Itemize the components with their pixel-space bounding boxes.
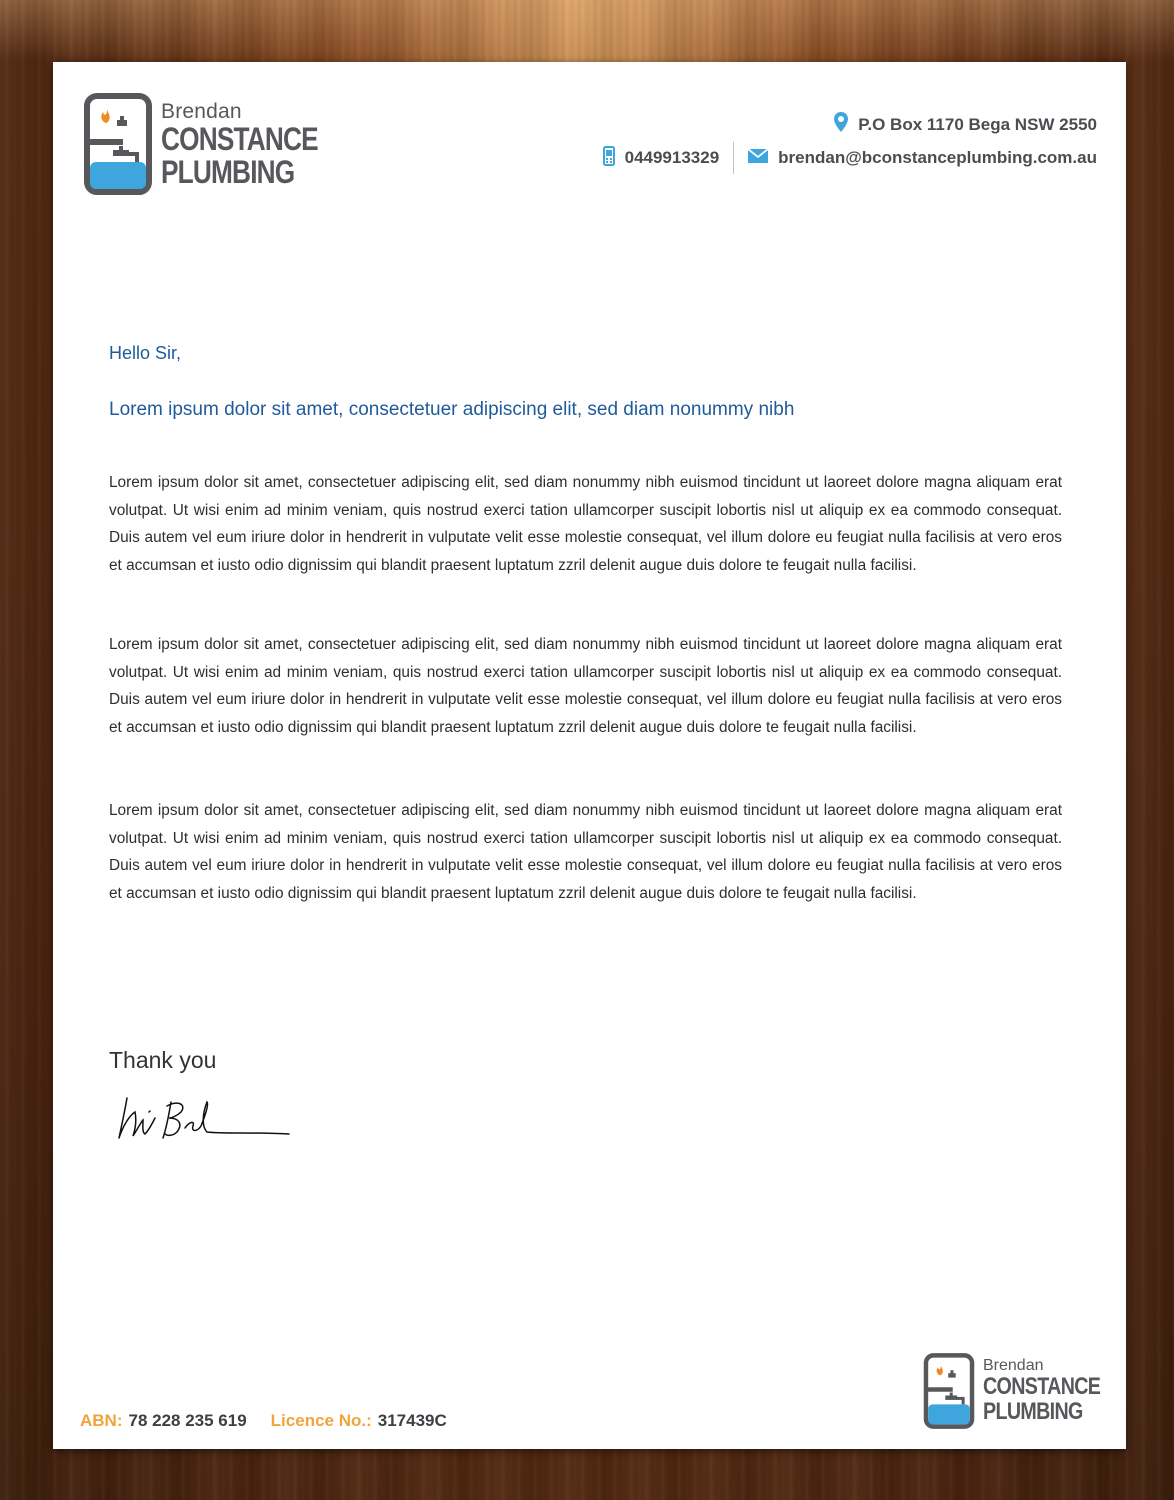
footer-logo: [923, 1352, 1126, 1430]
abn-value: 78 228 235 619: [128, 1411, 247, 1430]
handwritten-signature: [113, 1092, 293, 1149]
abn-label: ABN:: [80, 1411, 123, 1430]
contact-phone-email: [603, 142, 1097, 174]
subject-line: Lorem ipsum dolor sit amet, consectetuer adipiscing elit, sed diam nonummy nibh: [109, 399, 795, 420]
licence-label: Licence No.:: [270, 1411, 372, 1430]
mobile-phone-icon: [603, 146, 615, 171]
phone-number[interactable]: 0449913329: [624, 148, 720, 167]
email-address[interactable]: brendan@bconstanceplumbing.com.au: [778, 148, 1097, 167]
body-paragraph-3: Lorem ipsum dolor sit amet, consectetuer adipiscing elit, sed diam nonummy nibh euismod tincidunt ut laoreet dolore magna aliquam erat volutpat. Ut wisi enim ad minim veniam, quis nostrud exerci tation ullamcorper suscipit lobortis nisl ut aliquip ex ea commodo consequat. Duis autem vel eum iriure dolor in hendrerit in vulputate velit esse molestie consequat, vel illum dolore eu feugiat nulla facilisis at vero eros et accumsan et iusto odio dignissim qui blandit praesent luptatum zzril delenit augue duis dolore te feugait nulla facilisi.: [109, 802, 1062, 902]
location-pin-icon: [834, 112, 848, 137]
footer-logo-first-name: Brendan: [983, 1357, 1044, 1374]
address-text: P.O Box 1170 Bega NSW 2550: [858, 114, 1097, 134]
logo-line-1: CONSTANCE: [161, 120, 318, 157]
logo-first-name: Brendan: [161, 99, 242, 123]
closing-text: Thank you: [109, 1047, 217, 1073]
footer-registration: [80, 1411, 447, 1431]
plumbing-logo-icon: [83, 92, 153, 196]
footer-logo-line-1: CONSTANCE: [983, 1373, 1101, 1400]
contact-divider: [733, 142, 734, 174]
contact-address: [834, 112, 1097, 137]
envelope-icon: [748, 148, 768, 168]
logo-line-2: PLUMBING: [161, 153, 295, 190]
letterhead-page: [53, 62, 1126, 1449]
footer-logo-line-2: PLUMBING: [983, 1398, 1083, 1425]
company-logo: [83, 92, 352, 196]
body-paragraph-1: Lorem ipsum dolor sit amet, consectetuer adipiscing elit, sed diam nonummy nibh euismod tincidunt ut laoreet dolore magna aliquam erat volutpat. Ut wisi enim ad minim veniam, quis nostrud exerci tation ullamcorper suscipit lobortis nisl ut aliquip ex ea commodo consequat. Duis autem vel eum iriure dolor in hendrerit in vulputate velit esse molestie consequat, vel illum dolore eu feugiat nulla facilisis at vero eros et accumsan et iusto odio dignissim qui blandit praesent luptatum zzril delenit augue duis dolore te feugait nulla facilisi.: [109, 474, 1062, 574]
plumbing-logo-icon: [923, 1352, 975, 1430]
body-paragraph-2: Lorem ipsum dolor sit amet, consectetuer adipiscing elit, sed diam nonummy nibh euismod tincidunt ut laoreet dolore magna aliquam erat volutpat. Ut wisi enim ad minim veniam, quis nostrud exerci tation ullamcorper suscipit lobortis nisl ut aliquip ex ea commodo consequat. Duis autem vel eum iriure dolor in hendrerit in vulputate velit esse molestie consequat, vel illum dolore eu feugiat nulla facilisis at vero eros et accumsan et iusto odio dignissim qui blandit praesent luptatum zzril delenit augue duis dolore te feugait nulla facilisi.: [109, 636, 1062, 736]
logo-wordmark: [161, 101, 352, 188]
greeting: Hello Sir,: [109, 343, 182, 363]
footer-logo-wordmark: [983, 1358, 1126, 1424]
licence-value: 317439C: [377, 1411, 447, 1430]
